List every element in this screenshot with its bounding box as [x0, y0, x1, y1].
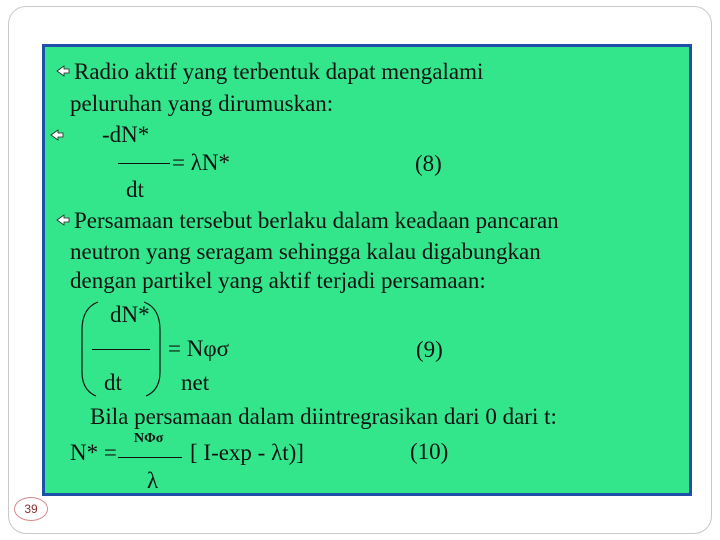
eq8-fraction-bar: [118, 163, 170, 164]
eq10-fraction-bar: [118, 457, 182, 458]
eq9-label: (9): [416, 337, 443, 362]
dart-bullet-icon: [50, 128, 64, 142]
eq8-denominator: dt: [126, 177, 144, 202]
eq8-numerator: -dN*: [102, 122, 150, 147]
eq10-denominator: λ: [147, 468, 159, 493]
eq9-rhs: = Nφσ: [168, 336, 230, 361]
bullet-1-line-2: peluruhan yang dirumuskan:: [70, 91, 334, 116]
eq9-net-subscript: net: [181, 370, 210, 395]
eq10-numerator: NΦσ: [134, 431, 164, 446]
bullet-2-line-3: dengan partikel yang aktif terjadi persamaan:: [70, 268, 486, 293]
eq8-label: (8): [415, 151, 442, 176]
eq10-lhs: N* =: [70, 440, 117, 465]
bullet-2-line-2: neutron yang seragam sehingga kalau digabungkan: [70, 239, 541, 264]
page-number: 39: [14, 497, 48, 521]
eq10-rhs: [ I-exp - λt)]: [190, 440, 304, 465]
integrate-line: Bila persamaan dalam diintregrasikan dari 0 dari t:: [90, 404, 557, 429]
dart-bullet-icon: [56, 213, 70, 227]
eq9-fraction-bar: [92, 349, 150, 350]
bullet-1-line-1: Radio aktif yang terbentuk dapat mengalami: [74, 59, 484, 84]
bullet-2-line-1: Persamaan tersebut berlaku dalam keadaan pancaran: [74, 208, 559, 233]
eq9-numerator: dN*: [110, 302, 150, 327]
eq8-rhs: = λN*: [172, 150, 230, 175]
eq9-denominator: dt: [104, 370, 122, 395]
eq10-label: (10): [410, 439, 449, 464]
dart-bullet-icon: [56, 64, 70, 78]
